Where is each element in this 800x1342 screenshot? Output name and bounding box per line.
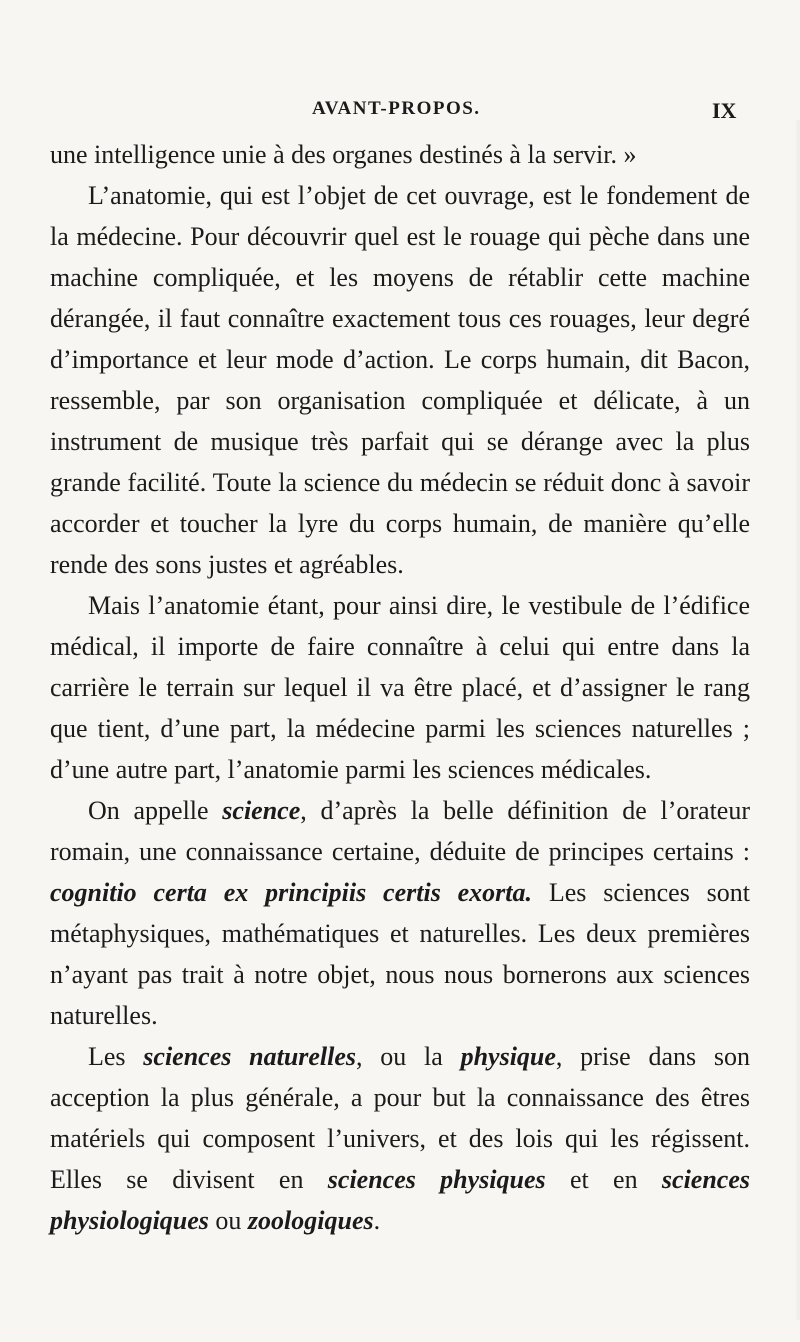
text-run: Les	[88, 1042, 144, 1071]
text-run: L’anatomie, qui est l’objet de cet ouvrage, est le fondement de la médecine. Pour découvrir quel est le rouage qui pèche dans une machine compliquée, et les moyens de rétablir cette machine dérangée, il faut connaître exactement tous ces rouages, leur degré d’importance et leur mode d’action. Le corps humain, dit Bacon, ressemble, par son organisation compliquée et délicate, à un instrument de musique très parfait qui se dérange avec la plus grande facilité. Toute la science du médecin se réduit donc à savoir accorder et toucher la lyre du corps humain, de manière qu’elle rende des sons justes et agréables.	[50, 181, 750, 579]
text-run: On appelle	[88, 796, 223, 825]
page-number: IX	[712, 98, 737, 123]
text-run: Mais l’anatomie étant, pour ainsi dire, le vestibule de l’édifice médical, il importe de faire connaître à celui qui entre dans la carrière le terrain sur lequel il va être placé, et d’assigner le rang que tient, d’une part, la médecine parmi les sciences naturelles ; d’une autre part, l’anatomie parmi les sciences médicales.	[50, 591, 750, 784]
emphasized-term: sciences physiques	[327, 1165, 546, 1194]
text-run: .	[373, 1206, 381, 1235]
emphasized-term: science	[222, 796, 301, 825]
paragraph-2	[50, 175, 750, 585]
paragraph-1	[50, 134, 750, 175]
body-text	[50, 134, 750, 1241]
text-run: et en	[545, 1165, 662, 1194]
text-run: , prise dans son acception la plus générale, a pour but la connaissance des êtres matériels qui composent l’univers, et des lois qui les régissent. Elles se divisent en	[50, 1042, 750, 1194]
text-run: une intelligence unie à des organes destinés à la servir. »	[50, 140, 637, 169]
emphasized-term: sciences physiologiques	[50, 1165, 750, 1235]
text-run: ou	[208, 1206, 248, 1235]
paragraph-4	[50, 790, 750, 1036]
running-head	[0, 98, 800, 130]
text-run: , ou la	[356, 1042, 461, 1071]
paragraph-3	[50, 585, 750, 790]
text-run: Les sciences sont métaphysiques, mathématiques et naturelles. Les deux premières n’ayant pas trait à notre objet, nous nous bornerons aux sciences naturelles.	[50, 878, 750, 1030]
emphasized-term: physique	[460, 1042, 556, 1071]
page-edge-shadow	[794, 120, 800, 1320]
emphasized-term: zoologiques	[247, 1206, 374, 1235]
paragraph-5	[50, 1036, 750, 1241]
running-title: AVANT-PROPOS.	[312, 98, 481, 119]
text-run: , d’après la belle définition de l’orateur romain, une connaissance certaine, déduite de principes certains :	[50, 796, 750, 866]
emphasized-term: sciences naturelles	[143, 1042, 357, 1071]
emphasized-term: cognitio certa ex principiis certis exorta.	[50, 878, 533, 907]
